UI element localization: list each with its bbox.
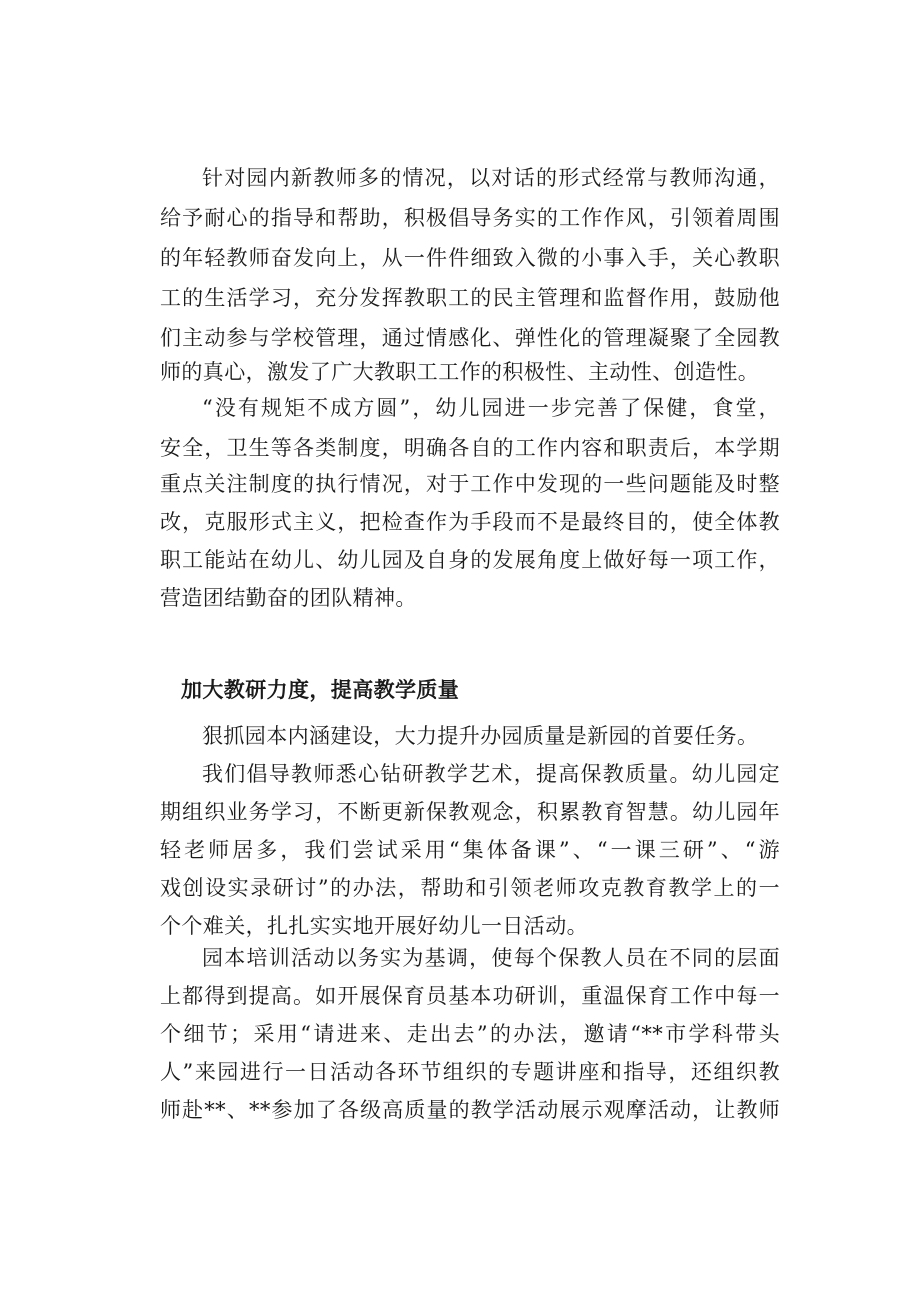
paragraph-5-line-3: 个细节；采用“请进来、走出去”的办法，邀请“**市学科带头 [160, 1022, 780, 1046]
paragraph-1-line-3: 的年轻教师奋发向上，从一件件细致入微的小事入手，关心教职 [160, 246, 780, 270]
paragraph-2-line-6: 营造团结勤奋的团队精神。 [160, 586, 417, 610]
paragraph-2-line-1: “没有规矩不成方圆”，幼儿园进一步完善了保健，食堂， [202, 396, 780, 420]
paragraph-5-line-1: 园本培训活动以务实为基调，使每个保教人员在不同的层面 [202, 946, 780, 970]
paragraph-4-line-1: 我们倡导教师悉心钻研教学艺术，提高保教质量。幼儿园定 [202, 762, 780, 786]
paragraph-2-line-2: 安全，卫生等各类制度，明确各自的工作内容和职责后，本学期 [160, 436, 780, 460]
paragraph-5-line-4: 人”来园进行一日活动各环节组织的专题讲座和指导，还组织教 [160, 1060, 780, 1084]
paragraph-3-line-1: 狠抓园本内涵建设，大力提升办园质量是新园的首要任务。 [202, 724, 759, 748]
paragraph-2-line-5: 职工能站在幼儿、幼儿园及自身的发展角度上做好每一项工作， [160, 548, 780, 572]
paragraph-1-line-5: 们主动参与学校管理，通过情感化、弹性化的管理凝聚了全园教 [160, 326, 780, 350]
section-heading: 加大教研力度，提高教学质量 [181, 678, 460, 702]
paragraph-1-line-1: 针对园内新教师多的情况，以对话的形式经常与教师沟通， [202, 166, 780, 190]
paragraph-4-line-4: 戏创设实录研讨”的办法，帮助和引领老师攻克教育教学上的一 [160, 876, 780, 900]
paragraph-2-line-4: 改，克服形式主义，把检查作为手段而不是最终目的，使全体教 [160, 510, 780, 534]
paragraph-4-line-3: 轻老师居多，我们尝试采用“集体备课”、“一课三研”、“游 [160, 838, 780, 862]
paragraph-1-line-4: 工的生活学习，充分发挥教职工的民主管理和监督作用，鼓励他 [160, 286, 780, 310]
paragraph-4-line-2: 期组织业务学习，不断更新保教观念，积累教育智慧。幼儿园年 [160, 800, 780, 824]
paragraph-5-line-2: 上都得到提高。如开展保育员基本功研训，重温保育工作中每一 [160, 984, 780, 1008]
paragraph-1-line-2: 给予耐心的指导和帮助，积极倡导务实的工作作风，引领着周围 [160, 206, 780, 230]
paragraph-5-line-5: 师赴**、**参加了各级高质量的教学活动展示观摩活动，让教师 [160, 1098, 780, 1122]
paragraph-4-line-5: 个个难关，扎扎实实地开展好幼儿一日活动。 [160, 914, 588, 938]
paragraph-2-line-3: 重点关注制度的执行情况，对于工作中发现的一些问题能及时整 [160, 472, 780, 496]
paragraph-1-line-6: 师的真心，激发了广大教职工工作的积极性、主动性、创造性。 [160, 360, 760, 384]
